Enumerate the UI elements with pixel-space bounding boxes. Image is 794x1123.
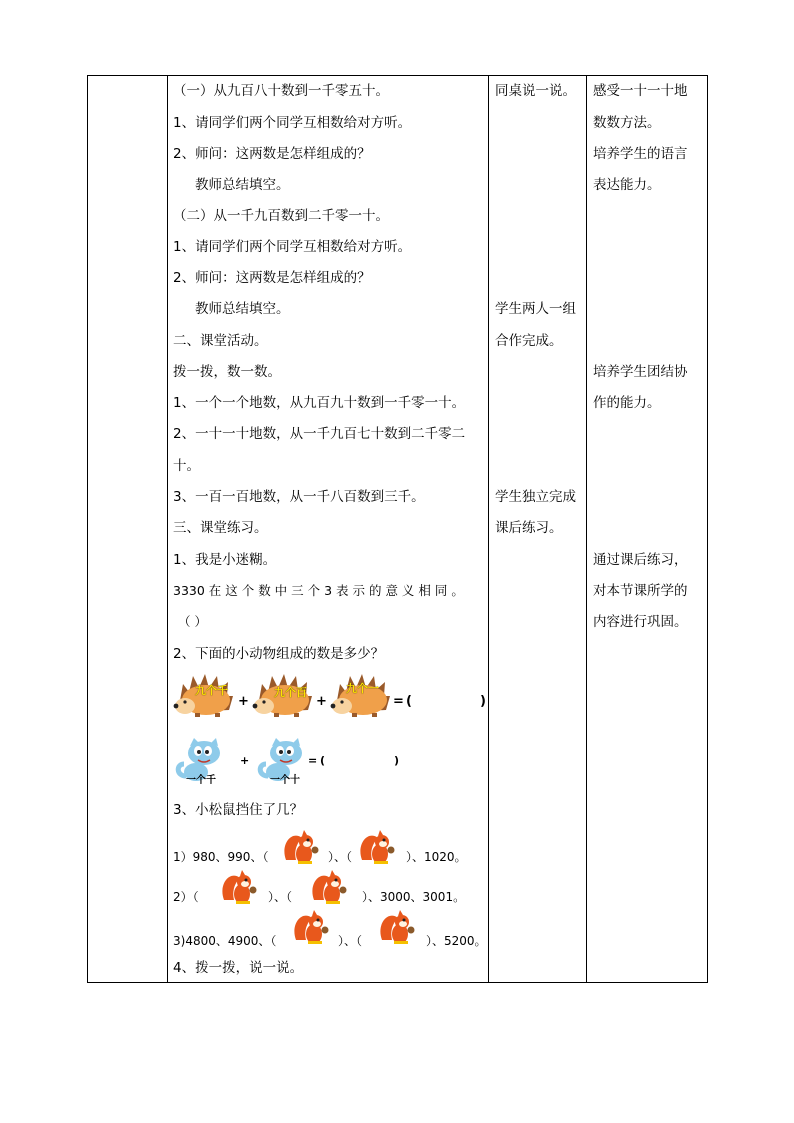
close-paren: ) [394, 754, 400, 767]
text-line: 4、拨一拨，说一说。 [173, 960, 304, 976]
squirrel-icon [310, 870, 350, 910]
squirrel-icon [358, 830, 398, 870]
text-line: （ ） [178, 614, 207, 629]
squirrel-row-part: ）、（ [328, 850, 353, 864]
squirrel-row-part: ）、（ [268, 890, 293, 904]
text-line: 合作完成。 [495, 333, 563, 349]
squirrel-row-part: 1）980、990、（ [173, 850, 269, 864]
hedgehog-label: 九个千 [195, 684, 228, 697]
text-line: （一）从九百八十数到一千零五十。 [173, 83, 389, 99]
text-line: 课后练习。 [495, 520, 563, 536]
hedgehog-label: 九个百 [274, 686, 307, 699]
text-line: 1、请同学们两个同学互相数给对方听。 [173, 239, 412, 255]
plus-sign: + [316, 694, 327, 709]
text-line: 感受一十一十地 [593, 83, 688, 99]
empty-column [88, 76, 168, 983]
text-line: 2、一十一十地数，从一千九百七十数到二千零二 [173, 426, 466, 442]
text-line: 1、请同学们两个同学互相数给对方听。 [173, 115, 412, 131]
open-paren: ( [320, 754, 326, 767]
text-line: 2、师问：这两数是怎样组成的？ [173, 146, 371, 162]
text-line: 拨一拨，数一数。 [173, 364, 281, 380]
equals-sign: = [393, 694, 404, 709]
cat-label: 一个十 [270, 775, 300, 786]
text-line: 通过课后练习， [593, 552, 688, 568]
text-line: 培养学生团结协 [593, 364, 688, 380]
text-line: 学生独立完成 [495, 489, 576, 505]
squirrel-icon [220, 870, 260, 910]
design-intent-column [587, 76, 708, 983]
cat-label: 一个千 [186, 775, 216, 786]
squirrel-row-part: 2）（ [173, 890, 199, 904]
equals-sign: = [308, 754, 318, 767]
squirrel-row-part: ）、5200。 [426, 934, 487, 948]
student-activity-column [489, 76, 587, 983]
text-line: 对本节课所学的 [593, 583, 688, 599]
squirrel-icon [292, 910, 332, 950]
text-line: 1、一个一个地数，从九百九十数到一千零一十。 [173, 395, 466, 411]
squirrel-icon [378, 910, 418, 950]
teaching-process-column [168, 76, 489, 983]
text-line: 1、我是小迷糊。 [173, 552, 277, 568]
text-line: 三、课堂练习。 [173, 520, 268, 536]
squirrel-row-part: 3)4800、4900、（ [173, 934, 277, 948]
open-paren: ( [406, 694, 412, 709]
text-line: 培养学生的语言 [593, 146, 688, 162]
text-line: 作的能力。 [593, 395, 661, 411]
squirrel-row-part: ）、（ [338, 934, 363, 948]
plus-sign: + [238, 694, 249, 709]
close-paren: ) [480, 694, 486, 709]
text-line: 十。 [173, 458, 200, 474]
text-line: 表达能力。 [593, 177, 661, 193]
text-line: 同桌说一说。 [495, 83, 576, 99]
text-line: 学生两人一组 [495, 301, 576, 317]
plus-sign: + [240, 754, 250, 767]
text-line: 内容进行巩固。 [593, 614, 688, 630]
lesson-table [87, 75, 708, 983]
text-line: 数数方法。 [593, 115, 661, 131]
text-line: 3330 在 这 个 数 中 三 个 3 表 示 的 意 义 相 同 。 [173, 583, 464, 598]
text-line: 3、小松鼠挡住了几？ [173, 802, 304, 818]
text-line: 教师总结填空。 [195, 301, 290, 317]
text-line: 教师总结填空。 [195, 177, 290, 193]
squirrel-row-part: ）、1020。 [406, 850, 467, 864]
squirrel-row-part: ）、3000、3001。 [362, 890, 466, 904]
text-line: 二、课堂活动。 [173, 333, 268, 349]
text-line: 2、师问：这两数是怎样组成的？ [173, 270, 371, 286]
text-line: （二）从一千九百数到二千零一十。 [173, 208, 389, 224]
hedgehog-label: 九个一 [346, 682, 379, 695]
text-line: 2、下面的小动物组成的数是多少？ [173, 646, 385, 662]
squirrel-icon [282, 830, 322, 870]
text-line: 3、一百一百地数，从一千八百数到三千。 [173, 489, 425, 505]
